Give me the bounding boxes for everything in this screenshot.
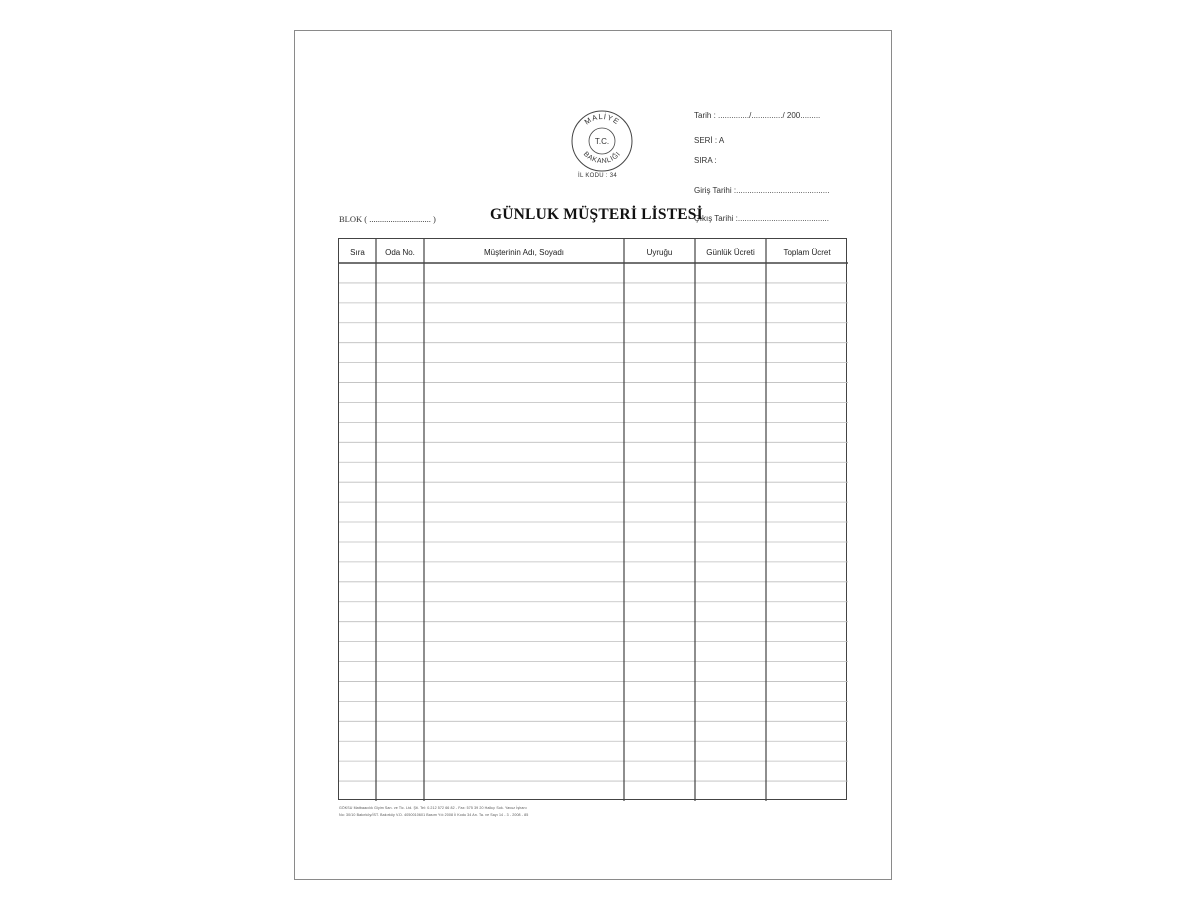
tarih-field: Tarih : ............../............../ 200......... (694, 111, 821, 120)
il-kodu: İL KODU : 34 (578, 173, 618, 179)
header-gunluk-ucreti: Günlük Ücreti (706, 248, 755, 257)
cikis-tarihi-field: Çıkış Tarihi :......................................... (694, 214, 829, 223)
sira-field: SIRA : (694, 156, 717, 165)
seal-icon (570, 109, 634, 173)
customer-table (338, 238, 847, 800)
header-musteri-adi: Müşterinin Adı, Soyadı (483, 248, 565, 257)
seal-arc-bottom: BAKANLIĞI (581, 150, 623, 166)
header-oda-no: Oda No. (385, 248, 415, 257)
seal-center-text: T.C. (594, 137, 610, 146)
giris-tarihi-field: Giriş Tarihi :.......................................... (694, 186, 830, 195)
svg-text:BAKANLIĞI (582, 151, 622, 166)
header-sira: Sıra (350, 248, 365, 257)
blok-field: BLOK ( ............................. ) (339, 214, 436, 224)
header-uyrugu: Uyruğu (646, 248, 673, 257)
header-toplam-ucret: Toplam Ücret (783, 248, 831, 257)
table-rules (339, 239, 848, 801)
printer-footer-line-1: GÖKSU Matbaacılık Giyim San. ve Tic. Ltd. Şti. Tel: 0.212 572 66 82 - Fax: 575 39 20 Halkçı Sok. Yavuz İşhanı (339, 806, 527, 810)
seri-field: SERİ : A (694, 136, 725, 145)
page-title: GÜNLUK MÜŞTERİ LİSTESİ (490, 206, 703, 223)
seal-arc-top: MALİYE (582, 111, 622, 127)
printer-footer-line-2: No: 30/10 Bakırköy/İST. Bakırköy V.D. 4050010601 Basım Yılı 2008 İl Kodu 34 An. Ta. ve Sayı 14 - 3 - 2008 - 85 (339, 813, 529, 817)
